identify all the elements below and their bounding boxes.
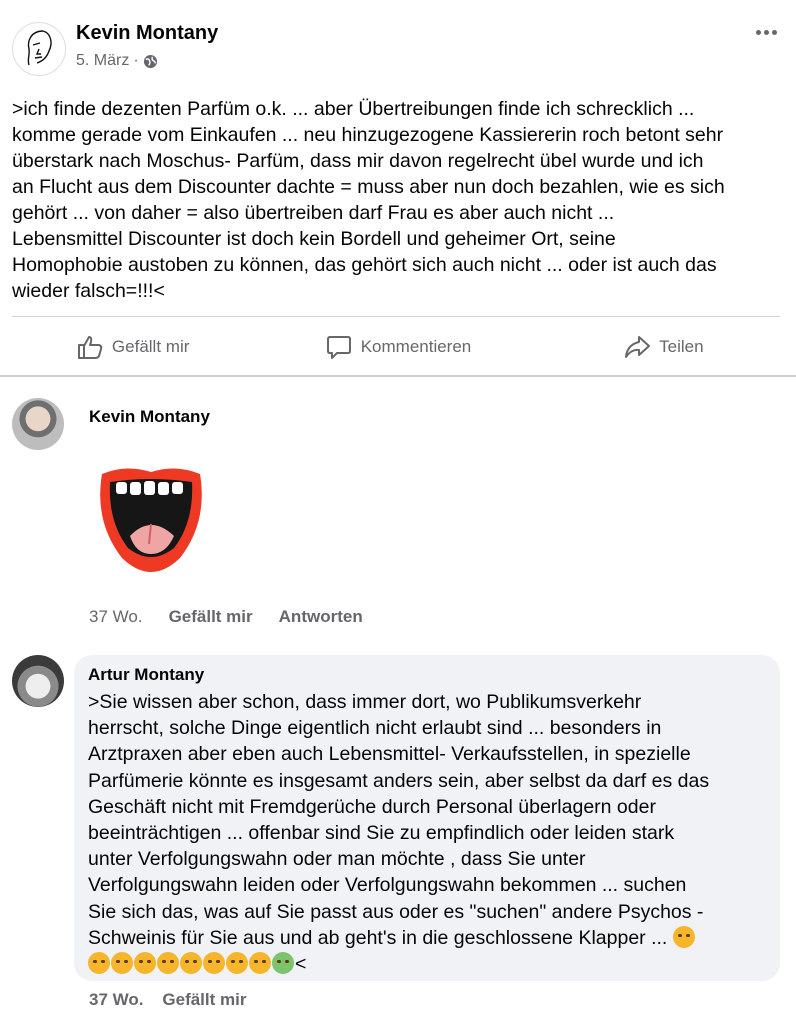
comment-button[interactable]	[265, 320, 530, 374]
comment-tail: <	[295, 953, 307, 976]
post-action-bar	[0, 320, 796, 374]
comment-body: >Sie wissen aber schon, dass immer dort, wo Publikumsverkehr herrscht, solche Dinge eigentlich nicht erlaubt sind ... besonders in Arztpraxen aber eben auch Lebensmittel- Verkaufsstellen, in spezielle Parfümerie könnte es insgesamt anders sein, aber selbst da darf es das Geschäft nicht mit Fremdgerüche durch Personal überlagern oder beeinträchtigen ... offenbar sind Sie zu empfindlich oder leiden stark unter Verfolgungswahn oder man möchte , dass Sie unter Verfolgungswahn leiden oder Verfolgungswahn bekommen ... suchen Sie sich das, was auf Sie passt aus oder es "suchen" andere Psychos - Schweinis für Sie aus und ab geht's in die geschlossene Klapper ...	[88, 691, 710, 949]
comment-age[interactable]: 37 Wo.	[89, 990, 144, 1009]
author-avatar[interactable]	[12, 22, 66, 76]
divider	[12, 316, 780, 317]
tongue-squint-emoji	[157, 952, 179, 974]
share-button[interactable]	[531, 320, 796, 374]
tongue-squint-emoji	[203, 952, 225, 974]
post-date[interactable]: 5. März	[76, 52, 130, 69]
comment-actions	[89, 607, 363, 627]
comment-actions-partial	[89, 990, 246, 1010]
post-header	[12, 20, 784, 80]
comment-like-link[interactable]: Gefällt mir	[168, 607, 253, 626]
divider	[0, 375, 796, 377]
like-button[interactable]	[0, 320, 265, 374]
comment-author[interactable]: Kevin Montany	[89, 407, 210, 426]
sketch-face-icon	[13, 23, 65, 75]
share-arrow-icon	[623, 333, 651, 361]
commenter-avatar[interactable]	[12, 398, 64, 450]
post-author[interactable]: Kevin Montany	[76, 22, 219, 44]
open-mouth-sticker	[96, 462, 206, 578]
thumbs-up-icon	[76, 333, 104, 361]
eye-roll-emoji	[249, 952, 271, 974]
comment-label: Kommentieren	[360, 337, 472, 356]
anxious-emoji	[226, 952, 248, 974]
comment-bubble	[74, 655, 780, 981]
eye-roll-emoji	[111, 952, 133, 974]
comment-author[interactable]: Artur Montany	[88, 665, 205, 684]
share-label: Teilen	[659, 337, 704, 356]
comment-age[interactable]: 37 Wo.	[89, 607, 143, 626]
more-horizontal-icon[interactable]	[748, 20, 784, 44]
post-meta	[76, 52, 158, 70]
meta-separator: ·	[133, 52, 139, 69]
speech-bubble-icon	[325, 333, 353, 361]
commenter-avatar[interactable]	[12, 655, 64, 707]
tongue-squint-emoji	[180, 952, 202, 974]
nauseated-face-emoji	[272, 952, 294, 974]
comment-reply-link[interactable]: Antworten	[278, 607, 363, 626]
grinning-squint-emoji	[88, 952, 110, 974]
like-label: Gefällt mir	[111, 337, 190, 356]
tired-face-emoji	[673, 926, 695, 948]
comment-text	[88, 689, 770, 977]
flushed-emoji	[134, 952, 156, 974]
comment-like-link[interactable]: Gefällt mir	[162, 990, 247, 1009]
globe-icon	[143, 54, 158, 69]
post-text: >ich finde dezenten Parfüm o.k. ... aber Übertreibungen finde ich schrecklich ... komme gerade vom Einkaufen ... neu hinzugezogene Kassiererin roch betont sehr überstark nach Moschus- Parfüm, dass mir davon regelrecht übel wurde und ich an Flucht aus dem Discounter dachte = muss aber nun doch bezahlen, wie es sich gehört ... von daher = also übertreiben darf Frau es aber auch nicht ... Lebensmittel Discounter ist doch kein Bordell und geheimer Ort, seine Homophobie austoben zu können, das gehört sich auch nicht ... oder ist auch das wieder falsch=!!!<	[12, 98, 725, 302]
